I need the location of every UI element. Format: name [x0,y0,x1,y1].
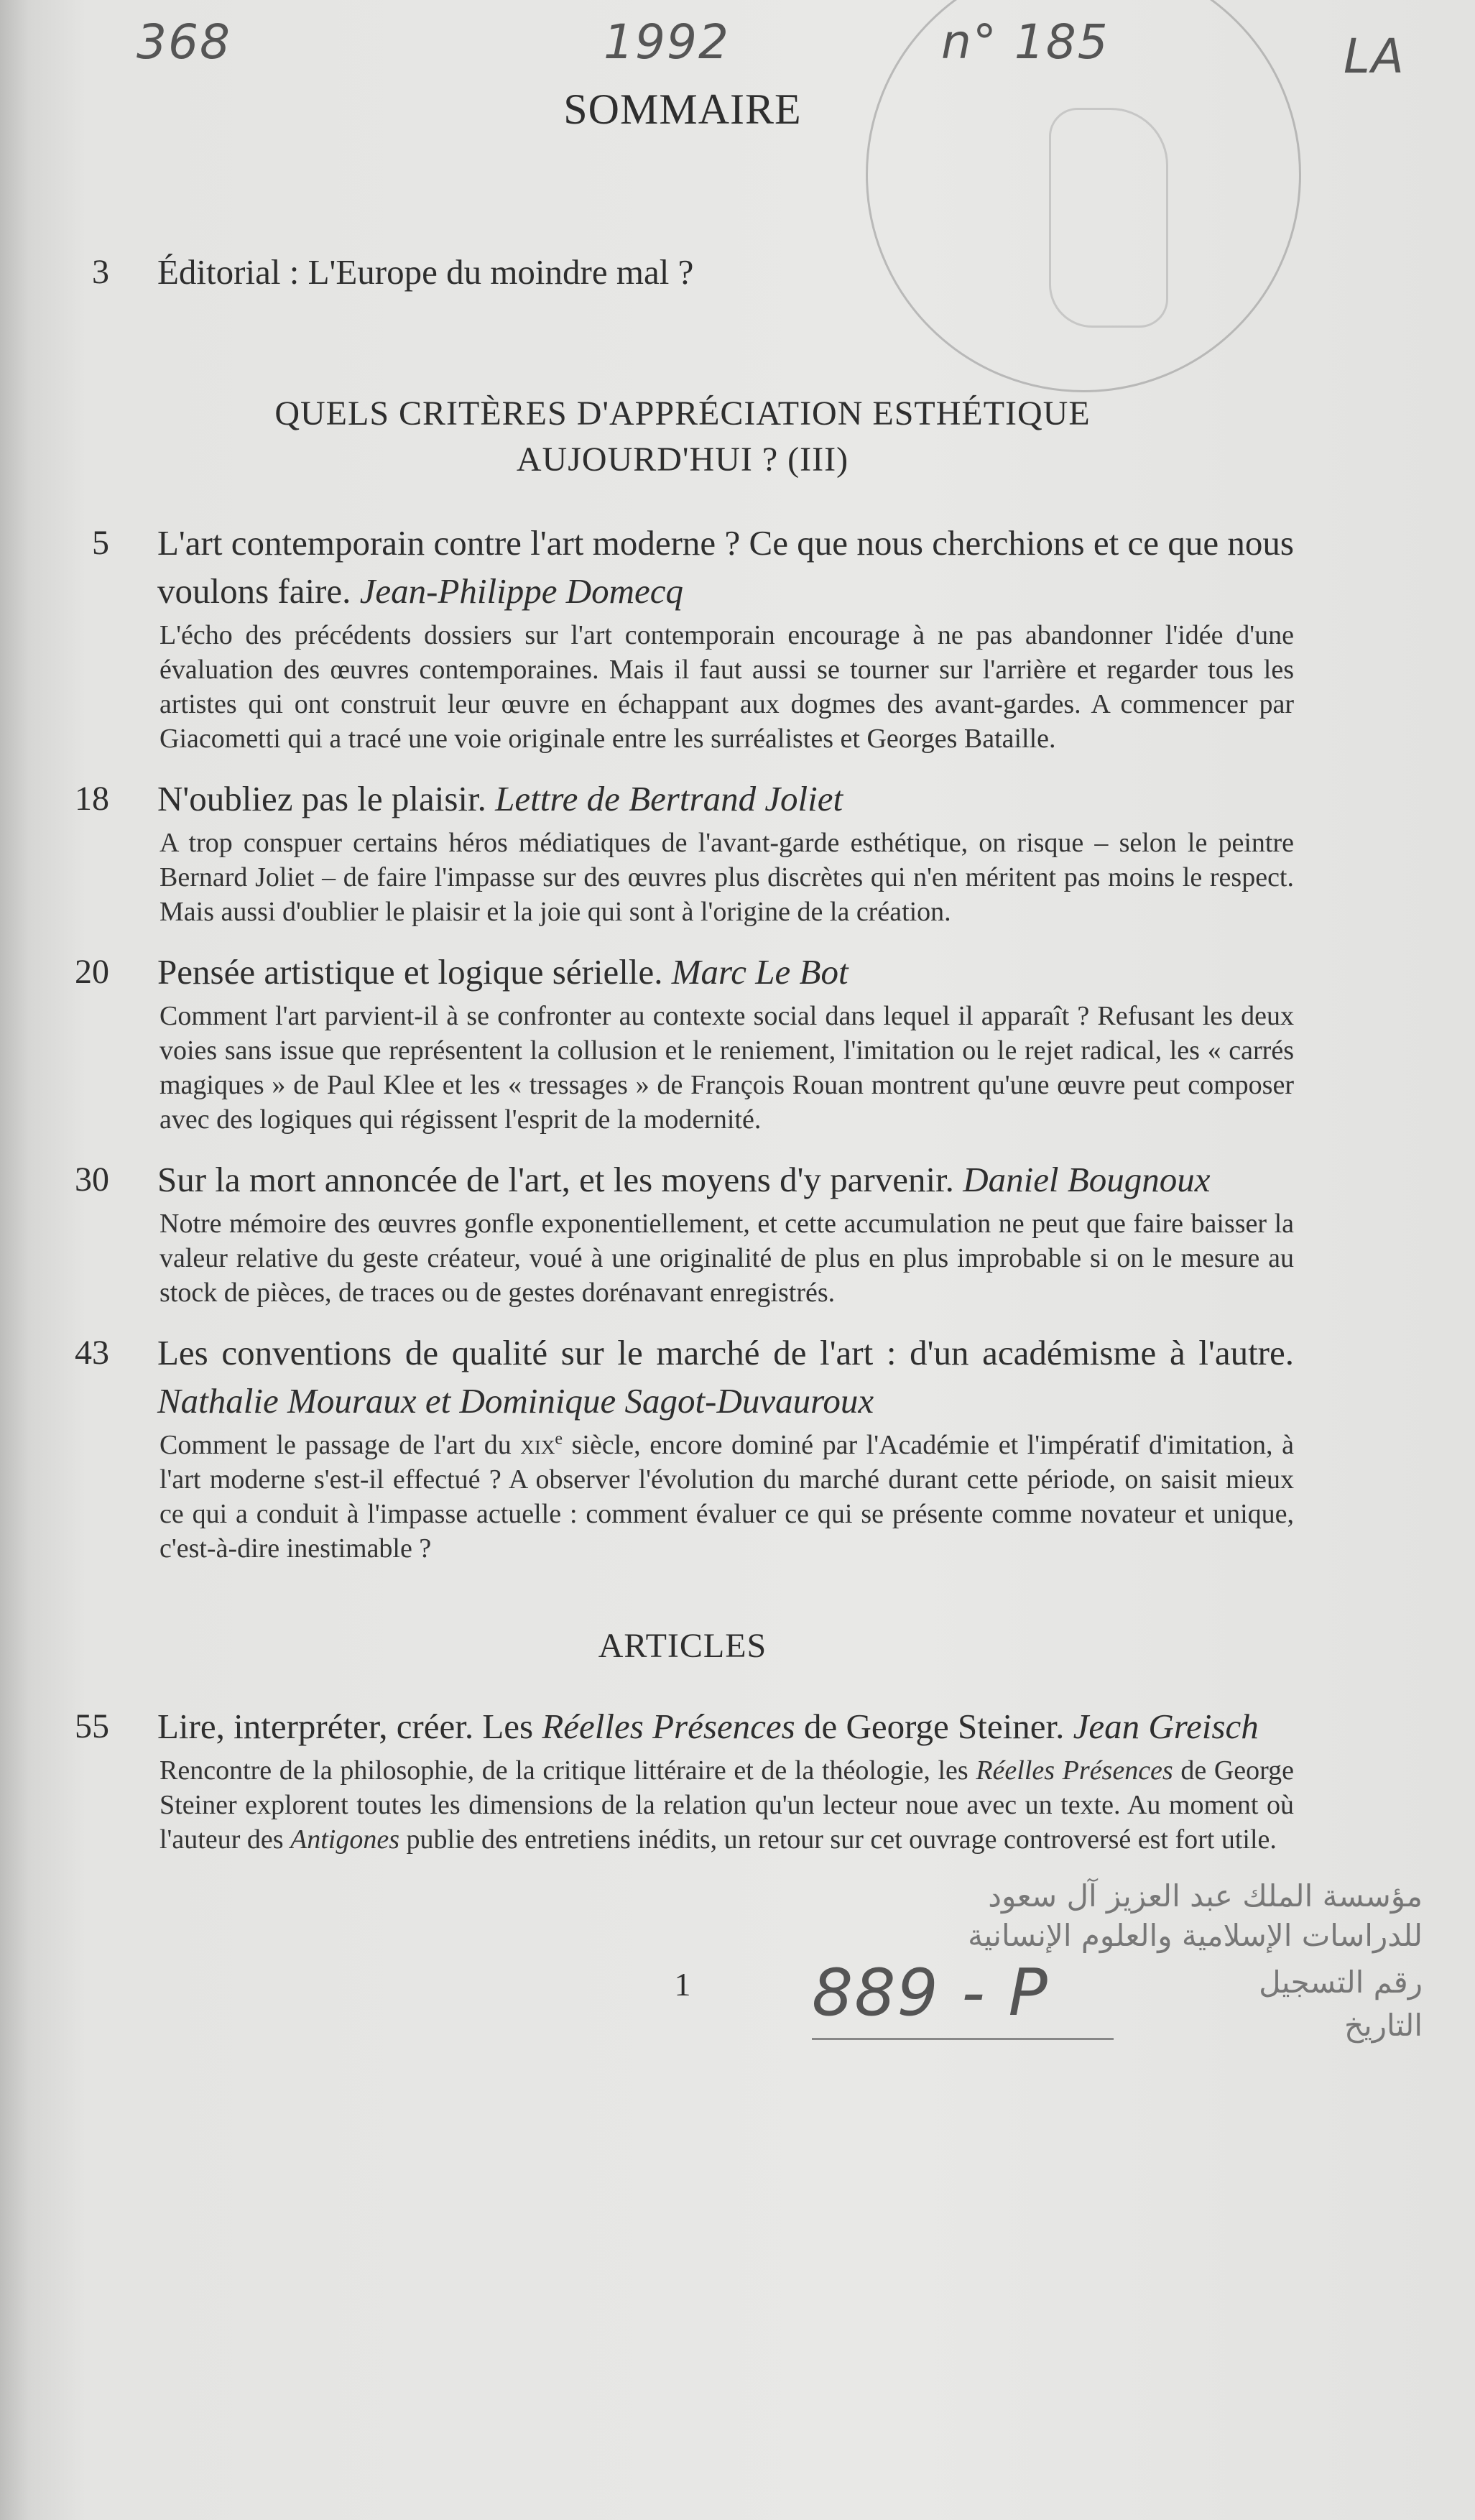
entry [0,519,1365,756]
section-heading-line: QUELS CRITÈRES D'APPRÉCIATION ESTHÉTIQUE [274,394,1091,433]
entry-abstract: Comment l'art parvient-il à se confronter au contexte social dans lequel il apparaît ? Refusant les deux voies sans issue que représentent la collusion et le reniement, l'imitation ou le rejet radical, les « carrés magiques » de Paul Klee et les « tressages » de François Rouan montrent qu'une œuvre peut composer avec des logiques qui régissent l'esprit de la modernité. [159,1001,1294,1135]
page-footer [0,1878,1475,2087]
handwritten-registration-number: 889 - P [812,1955,1049,2031]
entry-title [157,775,1294,823]
entry-title-text: N'oubliez pas le plaisir. [157,779,496,818]
stamp-underline [812,2038,1114,2040]
entry-abstract [159,1428,1294,1566]
entry-title [157,1329,1294,1425]
article-title-text: Lire, interpréter, créer. Les [157,1707,542,1746]
abstract-text: Comment le passage de l'art du [159,1430,521,1460]
article-title-text: de George Steiner. [795,1707,1073,1746]
abstract-text: publie des entretiens inédits, un retour sur cet ouvrage controversé est fort utile. [399,1824,1277,1855]
article-title-italic: Réelles Présences [542,1707,795,1746]
entry [0,775,1365,929]
entry-title-text: Sur la mort annoncée de l'art, et les moyens d'y parvenir. [157,1160,963,1199]
abstract-text: de George Steiner explorent toutes les dimensions de la relation qu'un lecteur noue avec un texte. Au moment où l'auteur des [159,1755,1294,1855]
editorial-title: Éditorial : L'Europe du moindre mal ? [157,252,694,292]
article-entry [0,1702,1365,1857]
abstract-text: siècle, encore dominé par l'Académie et l'impératif d'imitation, à l'art moderne s'est-il effectué ? A observer l'évolution du marché durant cette période, on saisit mieux ce qui a conduit à l'impasse actuelle : comment évaluer ce qui se présente comme novateur et unique, c'est-à-dire inestimable ? [159,1430,1294,1564]
article-author: Jean Greisch [1073,1707,1259,1746]
article-page-number: 55 [75,1707,109,1745]
handwritten-code: LA [1344,29,1405,84]
handwritten-year: 1992 [604,14,730,70]
entry-title [157,519,1294,615]
page-title: SOMMAIRE [563,86,802,133]
entry [0,1155,1365,1310]
arabic-stamp-line: مؤسسة الملك عبد العزيز آل سعود [988,1878,1423,1914]
entry-page-number: 43 [75,1334,109,1372]
handwritten-call-number: 368 [137,14,231,70]
entry [0,948,1365,1137]
entry-author: Nathalie Mouraux et Dominique Sagot-Duvauroux [157,1381,874,1421]
abstract-text: Rencontre de la philosophie, de la critique littéraire et de la théologie, les [159,1755,976,1786]
entry-page-number: 30 [75,1160,109,1199]
entry-abstract: L'écho des précédents dossiers sur l'art contemporain encourage à ne pas abandonner l'idée d'une évaluation des œuvres contemporaines. Mais il faut aussi se tourner sur l'arrière et regarder tous les artistes qui ont construit leur œuvre en échappant aux dogmes des avant-gardes. A commencer par Giacometti qui a tracé une voie originale entre les surréalistes et Georges Bataille. [159,620,1294,754]
handwritten-issue-number: n° 185 [941,14,1109,70]
entry-title [157,1155,1294,1204]
article-title [157,1702,1294,1750]
section-heading-line: AUJOURD'HUI ? (III) [516,440,849,479]
editorial-entry [0,248,1365,296]
entry-author: Lettre de Bertrand Joliet [495,779,843,818]
century-numeral: xix [520,1430,555,1460]
article-abstract [159,1753,1294,1857]
entry-page-number: 18 [75,780,109,818]
entry-author: Jean-Philippe Domecq [359,571,684,611]
editorial-page-number: 3 [92,253,109,291]
section-heading-articles: ARTICLES [598,1627,767,1665]
entry-title-text: Pensée artistique et logique sérielle. [157,952,672,992]
arabic-stamp-line: رقم التسجيل [1259,1965,1423,2000]
entry-title [157,948,1294,996]
entry-title-text: L'art contemporain contre l'art moderne ? Ce que nous cherchions et ce que nous voulons faire. [157,523,1294,611]
entry-title-text: Les conventions de qualité sur le marché de l'art : d'un académisme à l'autre. [157,1333,1294,1372]
abstract-italic: Antigones [290,1824,399,1855]
arabic-stamp-line: للدراسات الإسلامية والعلوم الإنسانية [968,1918,1423,1953]
entry-author: Daniel Bougnoux [963,1160,1211,1199]
arabic-stamp-line: التاريخ [1344,2008,1423,2043]
century-superscript: e [555,1429,563,1449]
entry-abstract: A trop conspuer certains héros médiatiques de l'avant-garde esthétique, on risque – selon le peintre Bernard Joliet – de faire l'impasse sur des œuvres plus discrètes qui n'en méritent pas moins le respect. Mais aussi d'oublier le plaisir et la joie qui sont à l'origine de la création. [159,828,1294,927]
page-number: 1 [674,1966,691,2003]
entry [0,1329,1365,1566]
section-heading-criteria [0,391,1365,483]
entry-abstract: Notre mémoire des œuvres gonfle exponentiellement, et cette accumulation ne peut que faire baisser la valeur relative du geste créateur, voué à une originalité de plus en plus improbable si on le mesure au stock de pièces, de traces ou de gestes dorénavant enregistrés. [159,1209,1294,1308]
entry-page-number: 5 [92,524,109,562]
abstract-italic: Réelles Présences [976,1755,1173,1786]
entry-page-number: 20 [75,953,109,991]
entry-author: Marc Le Bot [671,952,849,992]
